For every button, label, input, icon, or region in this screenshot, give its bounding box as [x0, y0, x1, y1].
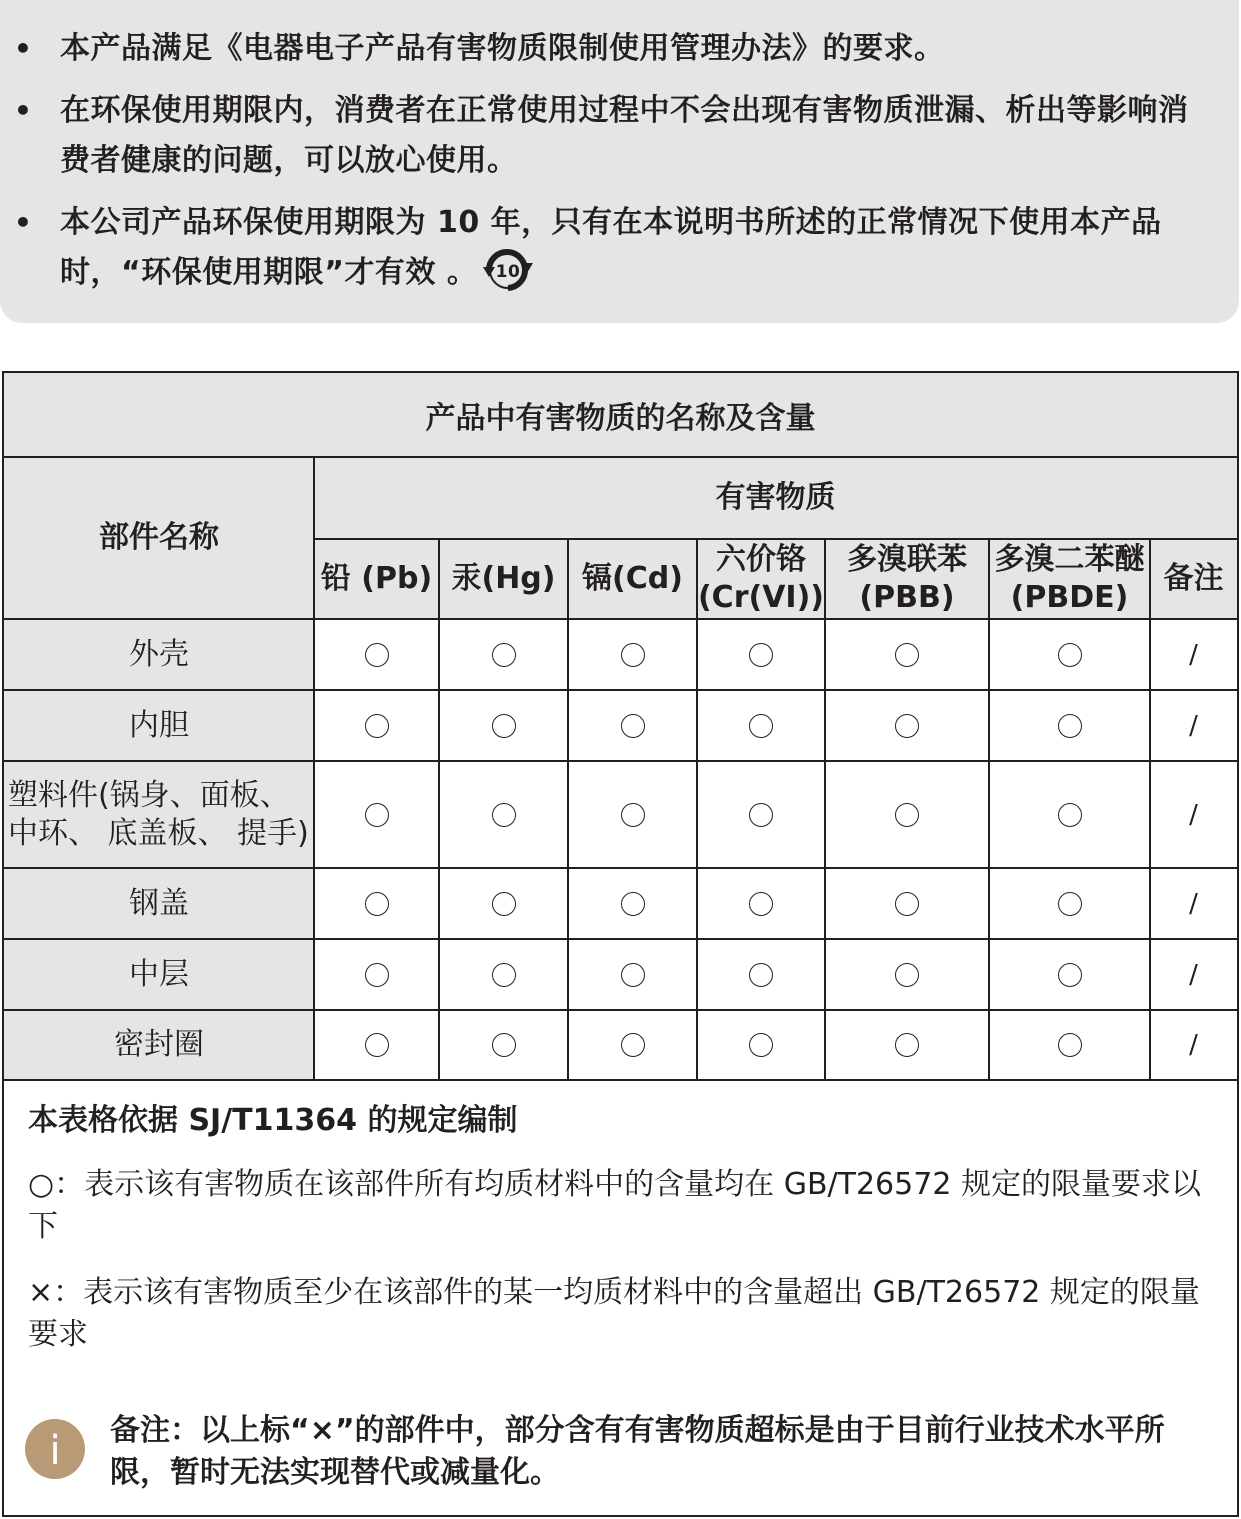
compliant-circle-mark [749, 892, 773, 916]
substance-cell [314, 690, 439, 761]
substance-cell [697, 1010, 825, 1080]
grid-line [696, 539, 698, 1080]
compliant-circle-mark [749, 1033, 773, 1057]
column-header-pb [314, 539, 439, 619]
table-basis-note: 本表格依据 SJ/T11364 的规定编制 [28, 1103, 518, 1138]
info-icon [24, 1418, 86, 1480]
substance-group-header: 有害物质 [314, 457, 1237, 539]
compliant-circle-mark [1058, 963, 1082, 987]
substance-cell [568, 868, 697, 939]
column-header-cr6 [697, 539, 825, 619]
substance-cell [568, 1010, 697, 1080]
grid-line [4, 867, 1237, 869]
column-header-label: 汞(Hg) [451, 561, 556, 596]
compliant-circle-mark [365, 963, 389, 987]
compliant-circle-mark [1058, 714, 1082, 738]
compliant-circle-mark [895, 643, 919, 667]
compliant-circle-mark [492, 643, 516, 667]
bullet-dot: • [14, 206, 32, 239]
column-header-label: 多溴二苯醚 [994, 542, 1145, 577]
cross-legend-note: ×：表示该有害物质至少在该部件的某一均质材料中的含量超出 GB/T26572 规定的限量要求 [28, 1275, 1200, 1352]
compliant-circle-mark [749, 803, 773, 827]
substance-cell [697, 619, 825, 690]
substance-cell [825, 939, 989, 1010]
remark-text: 备注：以上标“×”的部件中，部分含有有害物质超标是由于目前行业技术水平所限，暂时无法实现替代或减量化。 [110, 1413, 1165, 1490]
compliant-circle-mark [621, 803, 645, 827]
compliant-circle-mark [365, 1033, 389, 1057]
compliant-circle-mark [1058, 1033, 1082, 1057]
substance-cell [825, 1010, 989, 1080]
column-header-label-line2: (PBB) [859, 580, 955, 615]
substance-cell [314, 761, 439, 868]
remark-cell: / [1189, 710, 1198, 741]
notice-item-text-content: 本公司产品环保使用期限为 10 年，只有在本说明书所述的正常情况下使用本产品时，“环保使用期限”才有效 。 [60, 205, 1162, 290]
substance-cell [989, 1010, 1150, 1080]
column-header-label: 六价铬 [716, 542, 806, 577]
grid-line [314, 538, 1237, 540]
compliant-circle-mark [492, 892, 516, 916]
compliant-circle-mark [1058, 892, 1082, 916]
row-part-steel-lid: 钢盖 [4, 868, 314, 939]
substance-cell [568, 690, 697, 761]
grid-line [313, 457, 315, 1080]
grid-line [567, 539, 569, 1080]
part-name-header: 部件名称 [4, 457, 314, 619]
substance-cell [989, 619, 1150, 690]
substance-cell [439, 1010, 568, 1080]
column-header-remark [1150, 539, 1237, 619]
column-header-hg [439, 539, 568, 619]
notice-item-text: 本产品满足《电器电子产品有害物质限制使用管理办法》的要求。 [60, 31, 945, 66]
column-header-label: 镉(Cd) [582, 561, 683, 596]
compliant-circle-mark [749, 643, 773, 667]
substance-cell [568, 761, 697, 868]
substance-cell [989, 939, 1150, 1010]
compliant-circle-mark [895, 803, 919, 827]
column-header-label: 备注 [1163, 561, 1224, 596]
substance-cell [439, 761, 568, 868]
grid-line [4, 456, 1237, 458]
column-header-cd [568, 539, 697, 619]
substance-cell [825, 868, 989, 939]
row-part-seal-ring: 密封圈 [4, 1010, 314, 1080]
substance-cell [314, 619, 439, 690]
table-title: 产品中有害物质的名称及含量 [4, 373, 1237, 457]
epup-icon-label: 10 [496, 261, 521, 282]
substance-cell [989, 868, 1150, 939]
row-part-plastic: 塑料件(锅身、面板、中环、 底盖板、 提手) [4, 761, 314, 868]
info-icon-glyph: i [49, 1428, 61, 1474]
substance-cell [439, 619, 568, 690]
substance-cell [697, 761, 825, 868]
grid-line [824, 539, 826, 1080]
substance-cell [314, 1010, 439, 1080]
bullet-dot: • [14, 32, 32, 65]
compliant-circle-mark [1058, 643, 1082, 667]
substance-cell [825, 619, 989, 690]
compliant-circle-mark [365, 803, 389, 827]
compliant-circle-mark [365, 892, 389, 916]
compliant-circle-mark [895, 1033, 919, 1057]
grid-line [4, 618, 1237, 620]
grid-line [988, 539, 990, 1080]
remark-cell: / [1189, 959, 1198, 990]
bullet-dot: • [14, 94, 32, 127]
compliant-circle-mark [895, 714, 919, 738]
substance-cell [697, 939, 825, 1010]
column-header-pbde [989, 539, 1150, 619]
compliant-circle-mark [621, 1033, 645, 1057]
compliant-circle-mark [621, 643, 645, 667]
row-part-shell: 外壳 [4, 619, 314, 690]
column-header-label: 多溴联苯 [847, 542, 967, 577]
circle-legend-note: ○：表示该有害物质在该部件所有均质材料中的含量均在 GB/T26572 规定的限量要求以下 [28, 1167, 1201, 1244]
grid-line [4, 1009, 1237, 1011]
epup-10-year-icon [481, 247, 535, 293]
compliant-circle-mark [492, 803, 516, 827]
substance-cell [825, 690, 989, 761]
substance-cell [989, 690, 1150, 761]
row-part-middle-layer: 中层 [4, 939, 314, 1010]
compliant-circle-mark [895, 892, 919, 916]
substance-cell [314, 868, 439, 939]
remark-cell: / [1189, 888, 1198, 919]
substance-cell [825, 761, 989, 868]
substance-cell [439, 690, 568, 761]
substance-cell [439, 939, 568, 1010]
compliant-circle-mark [895, 963, 919, 987]
column-header-label: 铅 (Pb) [320, 561, 433, 596]
substance-cell [697, 690, 825, 761]
notice-panel [0, 0, 1239, 323]
row-part-inner-pot: 内胆 [4, 690, 314, 761]
grid-line [438, 539, 440, 1080]
substance-cell [314, 939, 439, 1010]
compliant-circle-mark [621, 892, 645, 916]
column-header-label-line2: (PBDE) [1010, 580, 1129, 615]
column-header-pbb [825, 539, 989, 619]
notice-item-text [60, 198, 1210, 298]
grid-line [4, 1079, 1237, 1081]
compliant-circle-mark [621, 963, 645, 987]
compliant-circle-mark [1058, 803, 1082, 827]
column-header-label-line2: (Cr(VI)) [697, 580, 825, 615]
substance-cell [989, 761, 1150, 868]
remark-cell: / [1189, 799, 1198, 830]
substance-cell [568, 619, 697, 690]
notice-item-text: 在环保使用期限内，消费者在正常使用过程中不会出现有害物质泄漏、析出等影响消费者健康的问题，可以放心使用。 [60, 93, 1189, 178]
compliant-circle-mark [492, 963, 516, 987]
grid-line [1149, 539, 1151, 1080]
compliant-circle-mark [492, 1033, 516, 1057]
compliant-circle-mark [492, 714, 516, 738]
substance-cell [568, 939, 697, 1010]
substance-cell [697, 868, 825, 939]
substance-cell [439, 868, 568, 939]
grid-line [4, 689, 1237, 691]
compliant-circle-mark [749, 963, 773, 987]
remark-block [24, 1410, 1214, 1490]
grid-line [4, 938, 1237, 940]
compliant-circle-mark [749, 714, 773, 738]
compliant-circle-mark [621, 714, 645, 738]
grid-line [4, 760, 1237, 762]
remark-cell: / [1189, 639, 1198, 670]
compliant-circle-mark [365, 714, 389, 738]
compliant-circle-mark [365, 643, 389, 667]
remark-cell: / [1189, 1030, 1198, 1060]
